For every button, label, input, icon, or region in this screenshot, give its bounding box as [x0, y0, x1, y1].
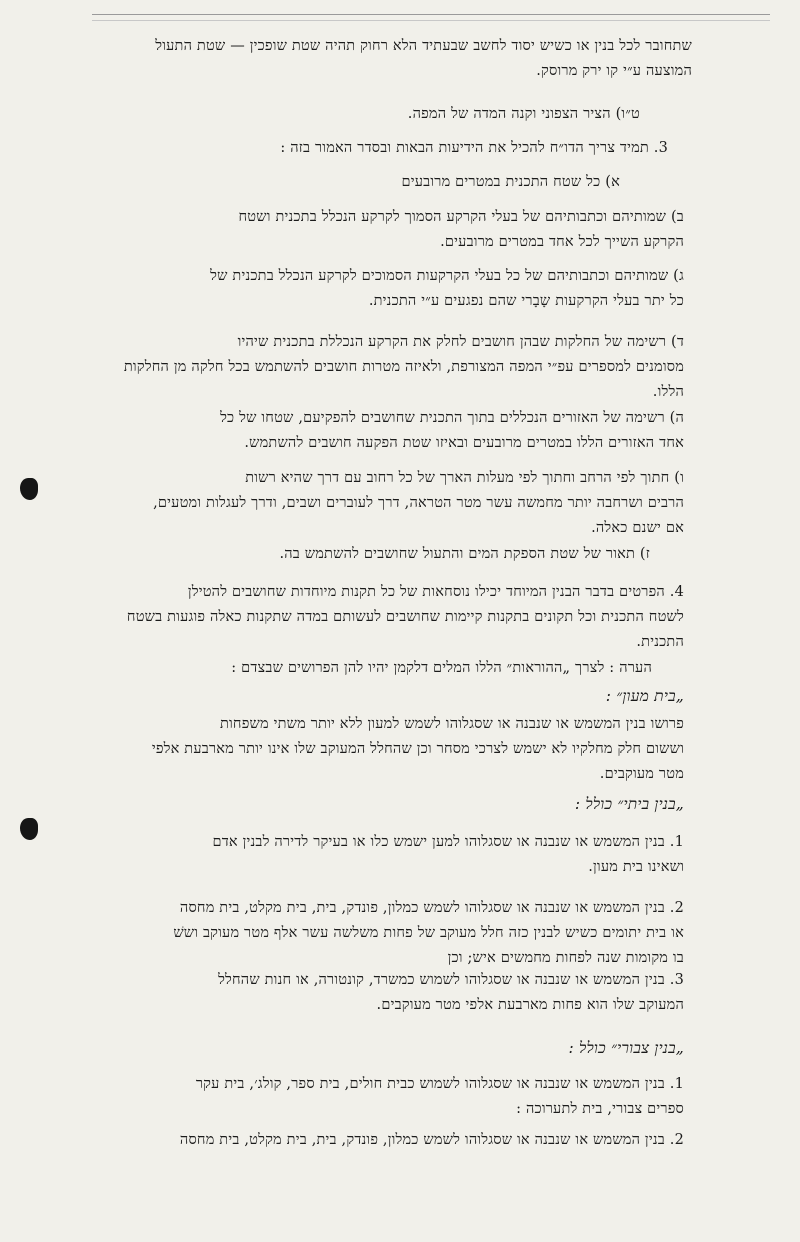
- text-line: 2. בנין המשמש או שנבנה או שסגלוהו לשמש כמלון, פונדק, בית, בית מקלט, בית מחסה: [179, 900, 684, 916]
- heading-text: „בית מעון״ :: [605, 687, 684, 705]
- text-line: ג) שמותיהם וכתבותיהם של כל בעלי הקרקעות הסמוכים לקרקע הנכלל בתכנית של: [210, 268, 684, 284]
- text-line: או בית יתומים כשיש לבנין כזה חלל מעוקב של פחות משלשה עשר אלף מטר מעוקב וששׁ: [173, 925, 684, 941]
- punch-hole-upper: [20, 478, 38, 500]
- paragraph-7: [220, 406, 684, 456]
- text-line: בו מקומות שנה לפחות מחמשים איש; וכן: [447, 950, 684, 966]
- text-line: 3. בנין המשמש או שנבנה או שסגלוהו לשמוש כמשרד, קונטורה, או חנות שהחלל: [218, 972, 684, 988]
- text-line: מסומנים למספרים עפ״י המפה המצורפת, ולאיזה מטרות חושבים להשתמש בכל חלקה מן החלקות: [123, 359, 684, 375]
- top-rule-faint: [92, 20, 770, 21]
- paragraph-8: [153, 466, 684, 541]
- text-line: 1. בנין המשמש או שנבנה או שסגלוהו למען ישמש כלו או בעיקר לדירה לבנין אדם: [212, 834, 684, 850]
- paragraph-11: [231, 656, 652, 681]
- paragraph-20: [180, 1128, 684, 1153]
- text-line: אחד האזורים הללו במטרים מרובעים ובאיזו שטת הפקעה חושבים להשתמש.: [244, 435, 684, 451]
- text-line: ושאינו בית מעון.: [588, 859, 684, 875]
- text-line: ד) רשימה של החלקות שבהן חושבים לחלק את הקרקע הנכללת בתכנית שיהיו: [237, 334, 684, 350]
- text-line: ה) רשימה של האזורים הנכללים בתוך התכנית שחושבים להפקיעם, שטחו של כל: [220, 410, 684, 426]
- paragraph-5: [210, 264, 684, 314]
- text-line: המוצעה ע״י קו ירק מרוסק.: [536, 63, 692, 79]
- paragraph-3: [402, 170, 621, 195]
- paragraph-2: [280, 136, 668, 161]
- text-line: ב) שמותיהם וכתבותיהם של בעלי הקרקע הסמוך לקרקע הנכלל בתכנית ושטח: [238, 209, 684, 225]
- text-line: אם ישנם כאלה.: [591, 520, 684, 536]
- text-line: ט״ו) הציר הצפוני וקנה המדה של המפה.: [407, 106, 640, 122]
- top-rule: [92, 14, 770, 15]
- text-line: א) כל שטח התכנית במטרים מרובעים: [401, 174, 620, 190]
- paragraph-9: [279, 542, 650, 567]
- paragraph-1: [408, 102, 640, 127]
- text-line: כל יתר בעלי הקרקעות שָבָרי שהם נפגעים ע״י התכנית.: [368, 293, 684, 309]
- paragraph-6: [124, 330, 684, 405]
- text-line: התכנית.: [636, 634, 684, 650]
- heading-binyan-beiti: [575, 792, 684, 817]
- text-line: וששום חלק מחלקיו לא ישמש לצרכי מסחר וכן שהחלל המעוקב שלו אינו יותר מארבעת אלפי: [151, 741, 684, 757]
- paragraph-17: [218, 968, 684, 1018]
- text-line: שתחובר לכל בנין או כשיש יסוד לחשב שבעתיד הלא רחוק תהיה שטת שופכין — שטת התעול: [155, 38, 692, 54]
- text-line: ו) חתוך לפי הרחב וחתוך לפי מעלות הארך של כל רחוב עם דרך שהיא רשות: [245, 470, 684, 486]
- punch-hole-lower: [20, 818, 38, 840]
- paragraph-0: [155, 34, 692, 84]
- text-line: פרושו בנין המשמש או שנבנה או שסגלוהו לשמש למעון ללא יותר משתי משפחות: [219, 716, 684, 732]
- paragraph-19: [196, 1072, 684, 1122]
- text-line: הללו.: [652, 384, 684, 400]
- text-line: הקרקע השייך לכל אחד במטרים מרובעים.: [440, 234, 684, 250]
- text-line: מטר מעוקבים.: [599, 766, 684, 782]
- text-line: 4. הפרטים בדבר הבנין המיוחד יכילו נוסחאות של כל תקנות מיוחדות שחושבים להטילן: [187, 584, 684, 600]
- heading-beit-maon: [606, 684, 684, 709]
- paragraph-15: [212, 830, 684, 880]
- paragraph-16: [173, 896, 684, 971]
- text-line: 2. בנין המשמש או שנבנה או שסגלוהו לשמש כמלון, פונדק, בית, בית מקלט, בית מחסה: [179, 1132, 684, 1148]
- text-line: ספרים צבורי, בית לתערוכה :: [516, 1101, 684, 1117]
- paragraph-10: [127, 580, 684, 655]
- paragraph-13: [152, 712, 684, 787]
- text-line: המעוקב שלו הוא פחות מארבעת אלפי מטר מעוקבים.: [376, 997, 684, 1013]
- text-line: הרבים ושרחבה יותר מחמשה עשר מטר הטראה, דרך לעוברים ושבים, ודרך לעגלות ומטעים,: [153, 495, 684, 511]
- heading-text: „בנין ביתי״ כולל :: [574, 795, 684, 813]
- text-line: 1. בנין המשמש או שנבנה או שסגלוהו לשמוש כבית חולים, בית ספר, קולג׳, בית עקר: [195, 1076, 684, 1092]
- text-line: 3. תמיד צריך הדו״ח להכיל את הידיעות הבאות ובסדר האמור בזה :: [280, 140, 668, 156]
- text-line: ז) תאור של שטת הספקת המים והתעול שחושבים להשתמש בה.: [279, 546, 650, 562]
- text-line: הערה : לצרך „ההוראות״ הללו המלים דלקמן יהיו להן הפרושים שבצדם :: [231, 660, 652, 676]
- heading-text: „בנין צבורי״ כולל :: [568, 1039, 684, 1057]
- paragraph-4: [239, 205, 684, 255]
- heading-binyan-tzibburi: [568, 1036, 684, 1061]
- text-line: לשטח התכנית וכל תקונים בתקנות קיימות שחושבים לעשותם במדה שתקנות כאלה פוגעות בשטח: [126, 609, 684, 625]
